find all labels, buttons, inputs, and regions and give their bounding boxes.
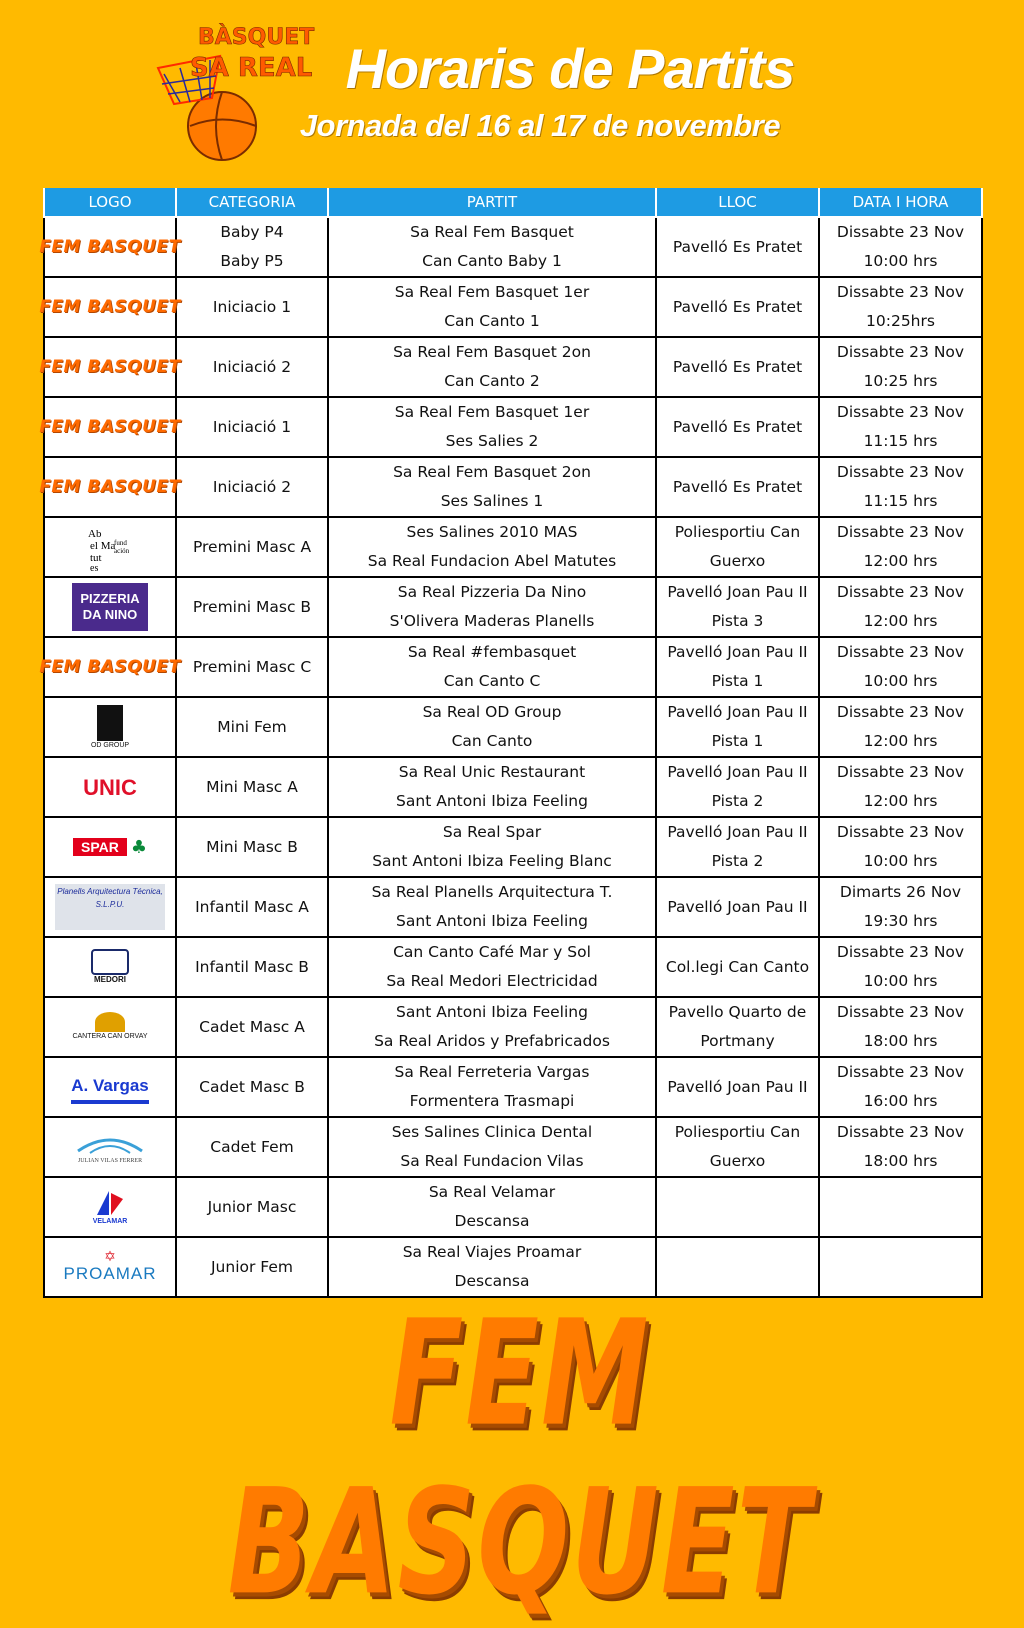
- cell-partit: [328, 457, 656, 517]
- cell-partit: [328, 277, 656, 337]
- data-dia: Dissabte 23 Nov: [836, 643, 965, 661]
- lloc-line1: Pavelló Joan Pau II: [667, 897, 808, 916]
- cell-logo: [39, 277, 181, 337]
- categoria-line1: Iniciació 2: [212, 477, 292, 496]
- cell-data-hora: [819, 637, 982, 697]
- proamar-logo: ✡ PROAMAR: [63, 1249, 157, 1283]
- cell-logo: [39, 637, 181, 697]
- partit-away: Ses Salies 2: [445, 432, 539, 450]
- lloc-line1: Pavelló Joan Pau II: [667, 823, 808, 841]
- cell-lloc: [656, 1237, 819, 1297]
- club-logo-line1: BÀSQUET: [198, 25, 315, 50]
- header-logo: LOGO: [44, 188, 176, 217]
- categoria-line1: Premini Masc A: [192, 537, 312, 556]
- data-dia: Dissabte 23 Nov: [836, 583, 965, 601]
- cell-categoria: [176, 1117, 328, 1177]
- table-row: [44, 877, 982, 937]
- cell-logo: [44, 697, 176, 757]
- partit-home: Sa Real #fembasquet: [407, 643, 577, 661]
- cell-lloc: [656, 697, 819, 757]
- cell-lloc: [656, 337, 819, 397]
- lloc-line1: Pavelló Es Pratet: [672, 477, 803, 496]
- cell-data-hora: [819, 697, 982, 757]
- cell-logo: [44, 937, 176, 997]
- cell-lloc: [656, 877, 819, 937]
- data-hora: 10:00 hrs: [863, 852, 938, 870]
- categoria-line1: Premini Masc C: [192, 657, 312, 676]
- data-hora: 12:00 hrs: [863, 792, 938, 810]
- lloc-line1: Pavelló Es Pratet: [672, 357, 803, 376]
- cell-data-hora: [819, 217, 982, 277]
- cell-categoria: [176, 757, 328, 817]
- cell-logo: [39, 337, 181, 397]
- data-dia: Dissabte 23 Nov: [836, 1003, 965, 1021]
- cell-data-hora: [819, 997, 982, 1057]
- cell-categoria: [176, 397, 328, 457]
- partit-home: Sa Real Viajes Proamar: [402, 1243, 582, 1261]
- cell-partit: [328, 937, 656, 997]
- sponsor-logo-text: FEM BASQUET: [39, 236, 181, 257]
- page-subtitle: Jornada del 16 al 17 de novembre: [299, 108, 781, 143]
- sponsor-logo-text: FEM BASQUET: [39, 476, 181, 497]
- table-row: [44, 517, 982, 577]
- sponsor-logo-text: VELAMAR: [92, 1217, 128, 1225]
- cell-categoria: [176, 877, 328, 937]
- data-hora: 11:15 hrs: [863, 432, 938, 450]
- svg-text:fund: fund: [114, 539, 127, 547]
- categoria-line1: Baby P4: [220, 223, 284, 241]
- table-row: [44, 397, 982, 457]
- cell-logo: [44, 877, 176, 937]
- medori-logo: [45, 941, 175, 993]
- partit-away: Descansa: [454, 1272, 530, 1290]
- fem-basquet-logo: [39, 401, 181, 453]
- sponsor-logo-text: SPAR: [81, 839, 119, 855]
- lloc-line2: Pista 1: [711, 672, 764, 690]
- partit-home: Sa Real Fem Basquet 2on: [393, 463, 591, 481]
- spar-logo: [45, 821, 175, 873]
- data-hora: 18:00 hrs: [863, 1152, 938, 1170]
- cell-categoria: [176, 337, 328, 397]
- categoria-line1: Junior Fem: [210, 1257, 293, 1276]
- categoria-line1: Infantil Masc A: [195, 897, 309, 916]
- svg-text:Ab: Ab: [88, 528, 102, 540]
- cell-data-hora: [819, 877, 982, 937]
- cell-categoria: [176, 817, 328, 877]
- partit-away: Descansa: [454, 1212, 530, 1230]
- sponsor-logo-text: PIZZERIA DA NINO: [80, 591, 140, 622]
- sponsor-logo-text: UNIC: [83, 774, 137, 800]
- cell-partit: [328, 997, 656, 1057]
- categoria-line1: Cadet Fem: [210, 1137, 294, 1156]
- cell-partit: [328, 637, 656, 697]
- data-hora: 10:25 hrs: [863, 372, 938, 390]
- partit-home: Sa Real Fem Basquet 1er: [394, 403, 590, 421]
- partit-away: Sa Real Fundacion Vilas: [400, 1152, 584, 1170]
- lloc-line2: Pista 2: [711, 792, 764, 810]
- data-hora: 10:25hrs: [866, 312, 935, 330]
- categoria-line1: Mini Masc B: [206, 837, 298, 856]
- cell-partit: [328, 397, 656, 457]
- table-row: [44, 337, 982, 397]
- cell-categoria: [176, 937, 328, 997]
- fem-basquet-logo: [39, 221, 181, 273]
- lloc-line2: Pista 3: [711, 612, 764, 630]
- svg-text:ación: ación: [114, 547, 130, 555]
- partit-away: Can Canto 2: [444, 372, 540, 390]
- cell-partit: [328, 577, 656, 637]
- data-hora: 12:00 hrs: [863, 552, 938, 570]
- lloc-line1: Pavelló Es Pratet: [672, 417, 803, 436]
- table-row: [44, 697, 982, 757]
- sponsor-logo-text: Planells Arquitectura Técnica, S.L.P.U.: [57, 887, 163, 909]
- partit-home: Ses Salines 2010 MAS: [406, 523, 578, 541]
- cell-data-hora: [819, 277, 982, 337]
- sponsor-logo-text: PROAMAR: [63, 1264, 157, 1283]
- cell-categoria: [176, 1057, 328, 1117]
- fem-basquet-logo: [39, 281, 181, 333]
- lloc-line2: Guerxo: [709, 552, 766, 570]
- cell-logo: [44, 517, 176, 577]
- table-row: [44, 937, 982, 997]
- cell-categoria: [176, 1177, 328, 1237]
- cell-logo: [44, 1057, 176, 1117]
- categoria-line1: Mini Masc A: [206, 777, 298, 796]
- cell-data-hora: [819, 457, 982, 517]
- cell-data-hora: [819, 757, 982, 817]
- header-lloc: LLOC: [656, 188, 819, 217]
- data-hora: 10:00 hrs: [863, 252, 938, 270]
- cell-data-hora: [819, 937, 982, 997]
- partit-away: Can Canto 1: [444, 312, 540, 330]
- sponsor-logo-text: A. Vargas: [71, 1071, 149, 1104]
- table-header-row: [44, 188, 982, 217]
- partit-home: Sa Real Ferreteria Vargas: [394, 1063, 590, 1081]
- categoria-line1: Iniciació 1: [212, 417, 292, 436]
- spar-tree-icon: ♣: [130, 836, 147, 858]
- cell-logo: [39, 457, 181, 517]
- cell-categoria: [176, 277, 328, 337]
- categoria-line2: Baby P5: [220, 252, 284, 270]
- partit-home: Sa Real Unic Restaurant: [398, 763, 586, 781]
- partit-home: Sa Real Fem Basquet 1er: [394, 283, 590, 301]
- table-row: [44, 757, 982, 817]
- cell-logo: [44, 1177, 176, 1237]
- cell-lloc: [656, 817, 819, 877]
- categoria-line1: Iniciació 2: [212, 357, 292, 376]
- cell-logo: [44, 1237, 176, 1297]
- unic-logo: [45, 761, 175, 813]
- data-hora: 11:15 hrs: [863, 492, 938, 510]
- cell-logo: [44, 817, 176, 877]
- cell-partit: [328, 517, 656, 577]
- table-row: [44, 1177, 982, 1237]
- data-dia: Dissabte 23 Nov: [836, 343, 965, 361]
- categoria-line1: Cadet Masc B: [199, 1077, 305, 1096]
- categoria-line1: Iniciacio 1: [212, 297, 292, 316]
- lloc-line1: Poliesportiu Can: [674, 523, 801, 541]
- lloc-line1: Pavelló Joan Pau II: [667, 763, 808, 781]
- lloc-line1: Pavelló Joan Pau II: [667, 583, 808, 601]
- table-row: [44, 997, 982, 1057]
- cell-lloc: [656, 277, 819, 337]
- data-dia: Dissabte 23 Nov: [836, 1123, 965, 1141]
- data-dia: Dissabte 23 Nov: [836, 523, 965, 541]
- cell-lloc: [656, 1117, 819, 1177]
- cell-categoria: [176, 697, 328, 757]
- data-dia: Dissabte 23 Nov: [836, 763, 965, 781]
- cell-categoria: [176, 457, 328, 517]
- cell-categoria: [176, 517, 328, 577]
- fem-basquet-logo: [39, 341, 181, 393]
- partit-away: Sant Antoni Ibiza Feeling Blanc: [372, 852, 612, 870]
- sponsor-logo-text: JULIAN VILAS FERRER: [77, 1158, 143, 1164]
- cell-categoria: [176, 1237, 328, 1297]
- cell-data-hora: [819, 1177, 982, 1237]
- cell-data-hora: [819, 517, 982, 577]
- partit-home: Sa Real Pizzeria Da Nino: [397, 583, 587, 601]
- cell-lloc: [656, 997, 819, 1057]
- sponsor-logo-text: FEM BASQUET: [39, 356, 181, 377]
- planells-logo: [45, 881, 175, 933]
- cell-data-hora: [819, 1237, 982, 1297]
- cell-logo: [44, 577, 176, 637]
- lloc-line1: Pavelló Es Pratet: [672, 297, 803, 316]
- sponsor-logo-text: FEM BASQUET: [39, 296, 181, 317]
- club-logo-line2: SA REAL: [190, 53, 313, 83]
- header-categoria: CATEGORIA: [176, 188, 328, 217]
- partit-away: Can Canto: [451, 732, 533, 750]
- data-hora: 18:00 hrs: [863, 1032, 938, 1050]
- table-row: [44, 1237, 982, 1297]
- cell-logo: [44, 757, 176, 817]
- data-dia: Dissabte 23 Nov: [836, 943, 965, 961]
- page-title: Horaris de Partits: [345, 37, 795, 100]
- cell-partit: [328, 1117, 656, 1177]
- cell-lloc: [656, 517, 819, 577]
- lloc-line2: Pista 2: [711, 852, 764, 870]
- svg-text:tut: tut: [90, 552, 102, 564]
- partit-away: Can Canto C: [443, 672, 541, 690]
- data-hora: 16:00 hrs: [863, 1092, 938, 1110]
- data-hora: 12:00 hrs: [863, 732, 938, 750]
- partit-home: Sa Real Fem Basquet: [410, 223, 574, 241]
- data-hora: 12:00 hrs: [863, 612, 938, 630]
- data-dia: Dissabte 23 Nov: [836, 1063, 965, 1081]
- partit-away: Sa Real Fundacion Abel Matutes: [367, 552, 617, 570]
- cell-data-hora: [819, 577, 982, 637]
- sponsor-logo-text: FEM BASQUET: [39, 656, 181, 677]
- partit-home: Sant Antoni Ibiza Feeling: [396, 1003, 588, 1021]
- cell-data-hora: [819, 817, 982, 877]
- cell-partit: [328, 757, 656, 817]
- header-data-hora: DATA I HORA: [819, 188, 982, 217]
- data-hora: 10:00 hrs: [863, 972, 938, 990]
- table-row: [44, 817, 982, 877]
- partit-away: Sant Antoni Ibiza Feeling: [396, 792, 588, 810]
- lloc-line2: Portmany: [700, 1032, 775, 1050]
- cell-partit: [328, 697, 656, 757]
- partit-away: Sant Antoni Ibiza Feeling: [396, 912, 588, 930]
- partit-away: S'Olivera Maderas Planells: [389, 612, 595, 630]
- cell-categoria: [176, 577, 328, 637]
- lloc-line1: Col.legi Can Canto: [665, 957, 810, 976]
- fem-basquet-logo: [39, 461, 181, 513]
- od-group-logo: [45, 701, 175, 753]
- cell-categoria: [176, 997, 328, 1057]
- lloc-line1: Pavelló Joan Pau II: [667, 643, 808, 661]
- cell-lloc: [656, 457, 819, 517]
- cell-lloc: [656, 217, 819, 277]
- data-dia: Dissabte 23 Nov: [836, 463, 965, 481]
- cell-lloc: [656, 1057, 819, 1117]
- table-row: [44, 637, 982, 697]
- fem-basquet-logo: [39, 641, 181, 693]
- table-row: [44, 577, 982, 637]
- lloc-line1: Pavelló Es Pratet: [672, 237, 803, 256]
- cell-logo: [39, 397, 181, 457]
- data-dia: Dissabte 23 Nov: [836, 223, 965, 241]
- partit-home: Ses Salines Clinica Dental: [391, 1123, 593, 1141]
- sponsor-logo-text: CANTERA CAN ORVAY: [72, 1033, 148, 1040]
- partit-home: Sa Real Spar: [442, 823, 542, 841]
- vilas-logo: [45, 1121, 175, 1173]
- partit-home: Sa Real Planells Arquitectura T.: [371, 883, 613, 901]
- table-row: [44, 1057, 982, 1117]
- cell-lloc: [656, 637, 819, 697]
- lloc-line1: Pavello Quarto de: [668, 1003, 807, 1021]
- cell-partit: [328, 337, 656, 397]
- categoria-line1: Mini Fem: [217, 717, 287, 736]
- partit-away: Ses Salines 1: [440, 492, 544, 510]
- sponsor-logo-text: OD GROUP: [90, 741, 130, 749]
- pizzeria-logo: [45, 581, 175, 633]
- cell-data-hora: [819, 1057, 982, 1117]
- abel-matutes-logo: [45, 521, 175, 573]
- lloc-line2: Pista 1: [711, 732, 764, 750]
- categoria-line1: Infantil Masc B: [195, 957, 309, 976]
- cell-lloc: [656, 577, 819, 637]
- partit-home: Sa Real Fem Basquet 2on: [393, 343, 591, 361]
- partit-away: Formentera Trasmapi: [409, 1092, 575, 1110]
- lloc-line1: Poliesportiu Can: [674, 1123, 801, 1141]
- header-partit: PARTIT: [328, 188, 656, 217]
- partit-home: Sa Real OD Group: [422, 703, 562, 721]
- table-row: [44, 457, 982, 517]
- table-row: [44, 277, 982, 337]
- cell-categoria: [176, 217, 328, 277]
- lloc-line1: Pavelló Joan Pau II: [667, 1077, 808, 1096]
- lloc-line1: Pavelló Joan Pau II: [667, 703, 808, 721]
- data-dia: Dissabte 23 Nov: [836, 283, 965, 301]
- table-row: [44, 1117, 982, 1177]
- cell-lloc: [656, 1177, 819, 1237]
- footer-fem-basquet-logo: FEM BASQUET: [227, 1290, 813, 1628]
- data-hora: 10:00 hrs: [863, 672, 938, 690]
- data-dia: Dissabte 23 Nov: [836, 703, 965, 721]
- cantera-logo: [45, 1001, 175, 1053]
- table-row: [44, 217, 982, 277]
- partit-home: Can Canto Café Mar y Sol: [393, 943, 591, 961]
- categoria-line1: Cadet Masc A: [199, 1017, 305, 1036]
- data-hora: 19:30 hrs: [863, 912, 938, 930]
- cell-data-hora: [819, 1117, 982, 1177]
- partit-home: Sa Real Velamar: [428, 1183, 556, 1201]
- cell-partit: [328, 217, 656, 277]
- partit-away: Sa Real Medori Electricidad: [386, 972, 598, 990]
- cell-partit: [328, 1177, 656, 1237]
- svg-text:el Ma: el Ma: [90, 540, 116, 552]
- categoria-line1: Premini Masc B: [192, 597, 312, 616]
- lloc-line2: Guerxo: [709, 1152, 766, 1170]
- cell-logo: [39, 217, 181, 277]
- cell-logo: [44, 1117, 176, 1177]
- cell-partit: [328, 1057, 656, 1117]
- data-dia: Dimarts 26 Nov: [839, 883, 962, 901]
- schedule-table: [39, 188, 983, 1298]
- cell-partit: [328, 1237, 656, 1297]
- cell-lloc: [656, 397, 819, 457]
- cell-logo: [44, 997, 176, 1057]
- categoria-line1: Junior Masc: [207, 1197, 297, 1216]
- partit-away: Sa Real Aridos y Prefabricados: [374, 1032, 610, 1050]
- cell-data-hora: [819, 397, 982, 457]
- data-dia: Dissabte 23 Nov: [836, 403, 965, 421]
- sponsor-logo-text: FEM BASQUET: [39, 416, 181, 437]
- data-dia: Dissabte 23 Nov: [836, 823, 965, 841]
- cell-lloc: [656, 937, 819, 997]
- velamar-logo: [45, 1181, 175, 1233]
- vargas-logo: [45, 1061, 175, 1113]
- cell-partit: [328, 877, 656, 937]
- partit-away: Can Canto Baby 1: [422, 252, 562, 270]
- cell-data-hora: [819, 337, 982, 397]
- cell-partit: [328, 817, 656, 877]
- sponsor-logo-text: MEDORI: [94, 975, 126, 984]
- cell-categoria: [176, 637, 328, 697]
- svg-text:es: es: [90, 563, 99, 574]
- cell-lloc: [656, 757, 819, 817]
